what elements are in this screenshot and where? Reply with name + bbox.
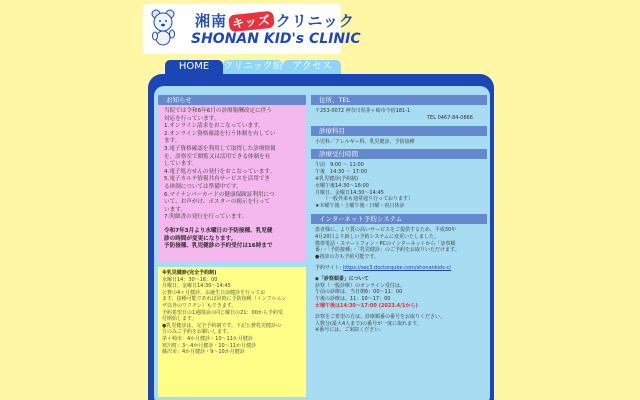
right-column xyxy=(311,95,487,334)
online-line: ●初診の方も予約可能です。 xyxy=(315,254,379,261)
infant-line: 茅ヶ崎市：4か月健診・10～11か月健診 xyxy=(162,335,253,342)
notice-line: 当院では令和6年6月の診療報酬改定に伴う xyxy=(164,108,272,114)
telephone: TEL 0467-84-0866 xyxy=(426,114,473,121)
online-line: 番」・「予防接種」・「乳児健診」のご予約をお取りいただけます。 xyxy=(315,247,460,254)
tab-home[interactable]: HOME xyxy=(165,60,223,74)
after-line: 人数分(最大4人まで)の番号が一度に取れます。 xyxy=(315,320,422,327)
notice-bold-line: 令和7年3月より水曜日の予防接種、乳児健 xyxy=(164,227,273,234)
notice-line: 6.マイナンバーカードの健康保険証利用につ xyxy=(164,191,275,198)
infant-line: 藤沢市：4か月健診・9～10か月健診 xyxy=(162,349,245,356)
infant-line: 予約希望日の1週間前の同じ曜日の21：00から予約受 xyxy=(162,309,283,316)
booking-url-link[interactable]: https://sec3.doctorqube.com/shonankids-c/ xyxy=(342,264,452,271)
infant-line: ザ以外のワクチン）もできます。 xyxy=(162,302,237,309)
address-block xyxy=(311,108,487,122)
infant-line: 公費の4ヶ月健診、お誕生日前健診を行ってお xyxy=(162,289,266,296)
booking-url-row xyxy=(315,265,487,272)
booking-url-label: 予約サイト: xyxy=(315,264,342,271)
logo-kids-badge: キッズ xyxy=(228,11,274,33)
exam-order-title: ◆「診察順番」について xyxy=(315,275,369,282)
notice-line: 2.オンライン資格確認を行う体制を有してい xyxy=(164,130,276,137)
hours-line: 月曜日、金曜日14:30～14:45 xyxy=(315,189,384,196)
notice-line: 1.オンライン請求をおこなっています。 xyxy=(164,123,264,130)
left-column xyxy=(158,95,306,397)
notice-header: お知らせ xyxy=(158,95,306,105)
exam-line: 午前の診療は、当日朝6：00～11：00 xyxy=(315,289,403,296)
infant-line: ます。接種可能であれば同時に予防接種（インフルエン xyxy=(162,296,287,303)
tab-clinic-intro[interactable]: クリニック紹 xyxy=(223,61,283,72)
hours-line: （一般外来も通常通り行っております） xyxy=(323,196,414,203)
notice-line: 対応を行っています。 xyxy=(164,115,220,122)
infant-line: 付開始します。 xyxy=(162,316,197,323)
notice-line: ます。 xyxy=(164,138,181,145)
notice-bold-line: 診の時間が変更になります。 xyxy=(164,235,237,242)
departments-header: 診療科目 xyxy=(311,126,487,136)
online-line: 4月20日より新しい予約システムに変更いたしました。 xyxy=(315,233,440,240)
online-booking-block xyxy=(311,227,487,334)
infant-line: 月曜日、金曜日14:30～14:45 xyxy=(162,283,231,290)
logo-english-name: SHONAN KID's CLINIC xyxy=(191,31,361,47)
notice-line: 7.明細書の発行を行っています。 xyxy=(164,214,248,221)
exam-line: 診察（一般診療）のオンライン受付は、 xyxy=(315,282,405,289)
main-nav-tabs xyxy=(165,60,341,74)
tab-access[interactable]: アクセス xyxy=(283,60,341,74)
clinic-logo[interactable] xyxy=(143,4,361,54)
logo-japanese-name xyxy=(195,10,355,31)
notice-line: 4.電子処方せんの発行をおこなっています。 xyxy=(164,168,276,175)
notice-bold-line: 予防接種、乳児健診の予約受付は16時まで xyxy=(164,243,273,250)
hours-line: ★木曜午後・土曜午後・日曜・祝日休診 xyxy=(315,203,405,210)
hours-header: 診療受付時間 xyxy=(311,149,487,159)
infant-line: 寒川町：3～4か月健診・10～11か月健診 xyxy=(162,342,257,349)
postal-address: 〒253-0072 神奈川県茅ヶ崎市今宿181-1 xyxy=(315,108,411,114)
notice-line: いて、お声がけ、ポスターの掲示を行って xyxy=(164,199,270,206)
online-booking-header: インターネット予約システム xyxy=(311,214,487,224)
infant-checkup-box xyxy=(158,267,306,397)
hours-line: 水曜午後14:30～16:00 xyxy=(315,182,369,189)
notice-line: を、診察室で閲覧又は活用できる体制を有 xyxy=(164,153,271,160)
infant-line: 方のみご予約をお願いします。 xyxy=(162,329,232,336)
infant-title: ※乳児健診(完全予約制) xyxy=(162,270,217,276)
bear-mascot-icon xyxy=(147,7,179,49)
hours-line: ※乳児健診(予約制) xyxy=(315,175,359,182)
hours-line: 午前 9:00 ～ 11:00 xyxy=(315,162,364,169)
notice-line: います。 xyxy=(164,206,186,213)
notice-line: る体制については準備中です。 xyxy=(164,183,242,190)
online-line: 携帯電話・スマートフォン・PCのインターネットから「診察順 xyxy=(315,240,456,247)
address-header: 住所、TEL xyxy=(311,95,487,105)
infant-line: ●乳児健診は、完全予約制です。下記公費乳児健診の xyxy=(162,322,281,329)
notice-box xyxy=(158,105,306,261)
exam-wednesday-note: 水曜午後は14:30～17:00 (2023.4/1から) xyxy=(315,302,418,309)
after-line: 診察をご希望の方は、診療順番の番号をお取りください。 xyxy=(315,313,446,320)
after-line: ※番号には、ご来院ください。 xyxy=(315,327,385,334)
logo-clinic: クリニック xyxy=(275,12,355,30)
hours-line: 午後 14:30 ～ 17:00 xyxy=(315,169,367,176)
notice-line: 3.電子資格確認を利用して取得した診療情報 xyxy=(164,145,276,152)
logo-shonan: 湘南 xyxy=(195,12,228,30)
notice-line: しています。 xyxy=(164,161,198,168)
online-line: 患者様に、より質の高いサービスをご提供するため、平成30年 xyxy=(315,226,457,233)
exam-line: 午後の診療は、11：10～17：00 xyxy=(315,296,391,303)
departments-text: 小児科／アレルギー科、乳児健診、予防接種 xyxy=(315,138,415,145)
infant-line: 水曜日14：30～16：00 xyxy=(162,276,218,283)
notice-line: 5.電子カルテ情報共有サービスを活用でき xyxy=(164,176,271,183)
hours-block xyxy=(311,162,487,210)
